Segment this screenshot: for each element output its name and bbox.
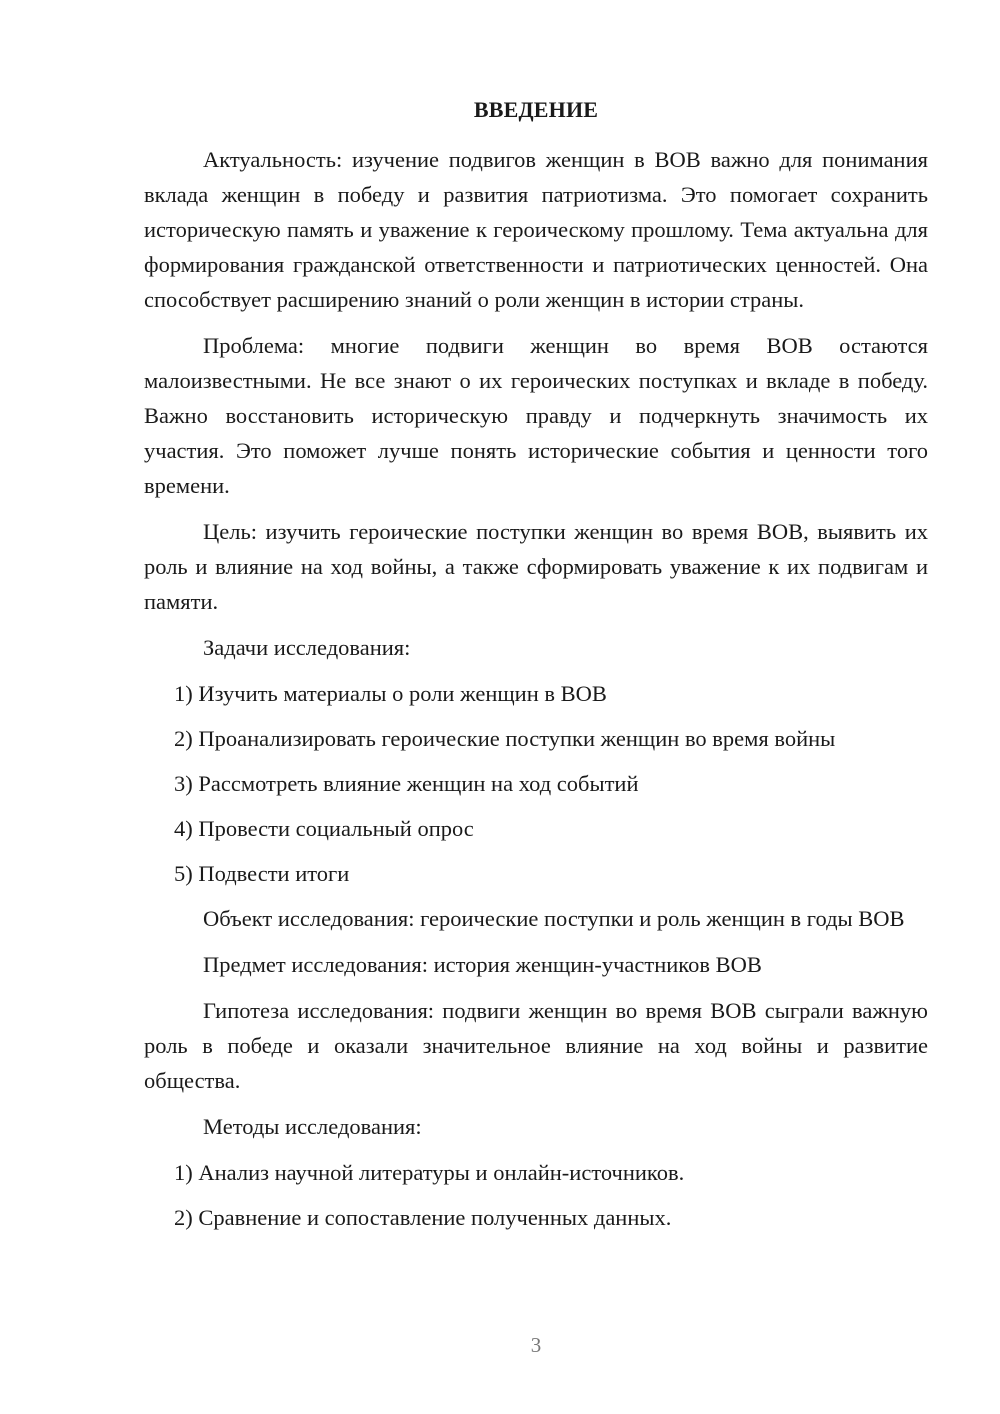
methods-heading: Методы исследования:: [203, 1114, 422, 1139]
list-item: 1) Изучить материалы о роли женщин в ВОВ: [174, 681, 607, 706]
list-item: 4) Провести социальный опрос: [174, 816, 474, 841]
hypothesis-paragraph: Гипотеза исследования: подвиги женщин во время ВОВ сыграли важную роль в победе и оказали значительное влияние на ход войны и развитие общества.: [144, 998, 928, 1093]
section-title: ВВЕДЕНИЕ: [473, 97, 599, 122]
object-paragraph: Объект исследования: героические поступки и роль женщин в годы ВОВ: [203, 906, 905, 931]
subject-paragraph: Предмет исследования: история женщин-участников ВОВ: [203, 952, 762, 977]
list-item: 3) Рассмотреть влияние женщин на ход событий: [174, 771, 639, 796]
page-number: 3: [530, 1333, 542, 1357]
methods-list: [144, 1155, 928, 1235]
list-item: 1) Анализ научной литературы и онлайн-источников.: [174, 1160, 685, 1185]
tasks-list: [144, 676, 928, 891]
goal-paragraph: Цель: изучить героические поступки женщин во время ВОВ, выявить их роль и влияние на ход войны, а также сформировать уважение к их подвигам и памяти.: [144, 519, 928, 614]
list-item: 5) Подвести итоги: [174, 861, 350, 886]
list-item: 2) Сравнение и сопоставление полученных данных.: [174, 1205, 672, 1230]
list-item: 2) Проанализировать героические поступки женщин во время войны: [174, 726, 836, 751]
tasks-heading: Задачи исследования:: [203, 635, 411, 660]
document-page: [144, 94, 928, 1245]
relevance-paragraph: Актуальность: изучение подвигов женщин в ВОВ важно для понимания вклада женщин в победу и развития патриотизма. Это помогает сохранить историческую память и уважение к героическому прошлому. Тема актуальна для формирования гражданской ответственности и патриотических ценностей. Она способствует расширению знаний о роли женщин в истории страны.: [144, 147, 928, 312]
problem-paragraph: Проблема: многие подвиги женщин во время ВОВ остаются малоизвестными. Не все знают о их героических поступках и вкладе в победу. Важно восстановить историческую правду и подчеркнуть значимость их участия. Это поможет лучше понять исторические события и ценности того времени.: [144, 333, 928, 498]
